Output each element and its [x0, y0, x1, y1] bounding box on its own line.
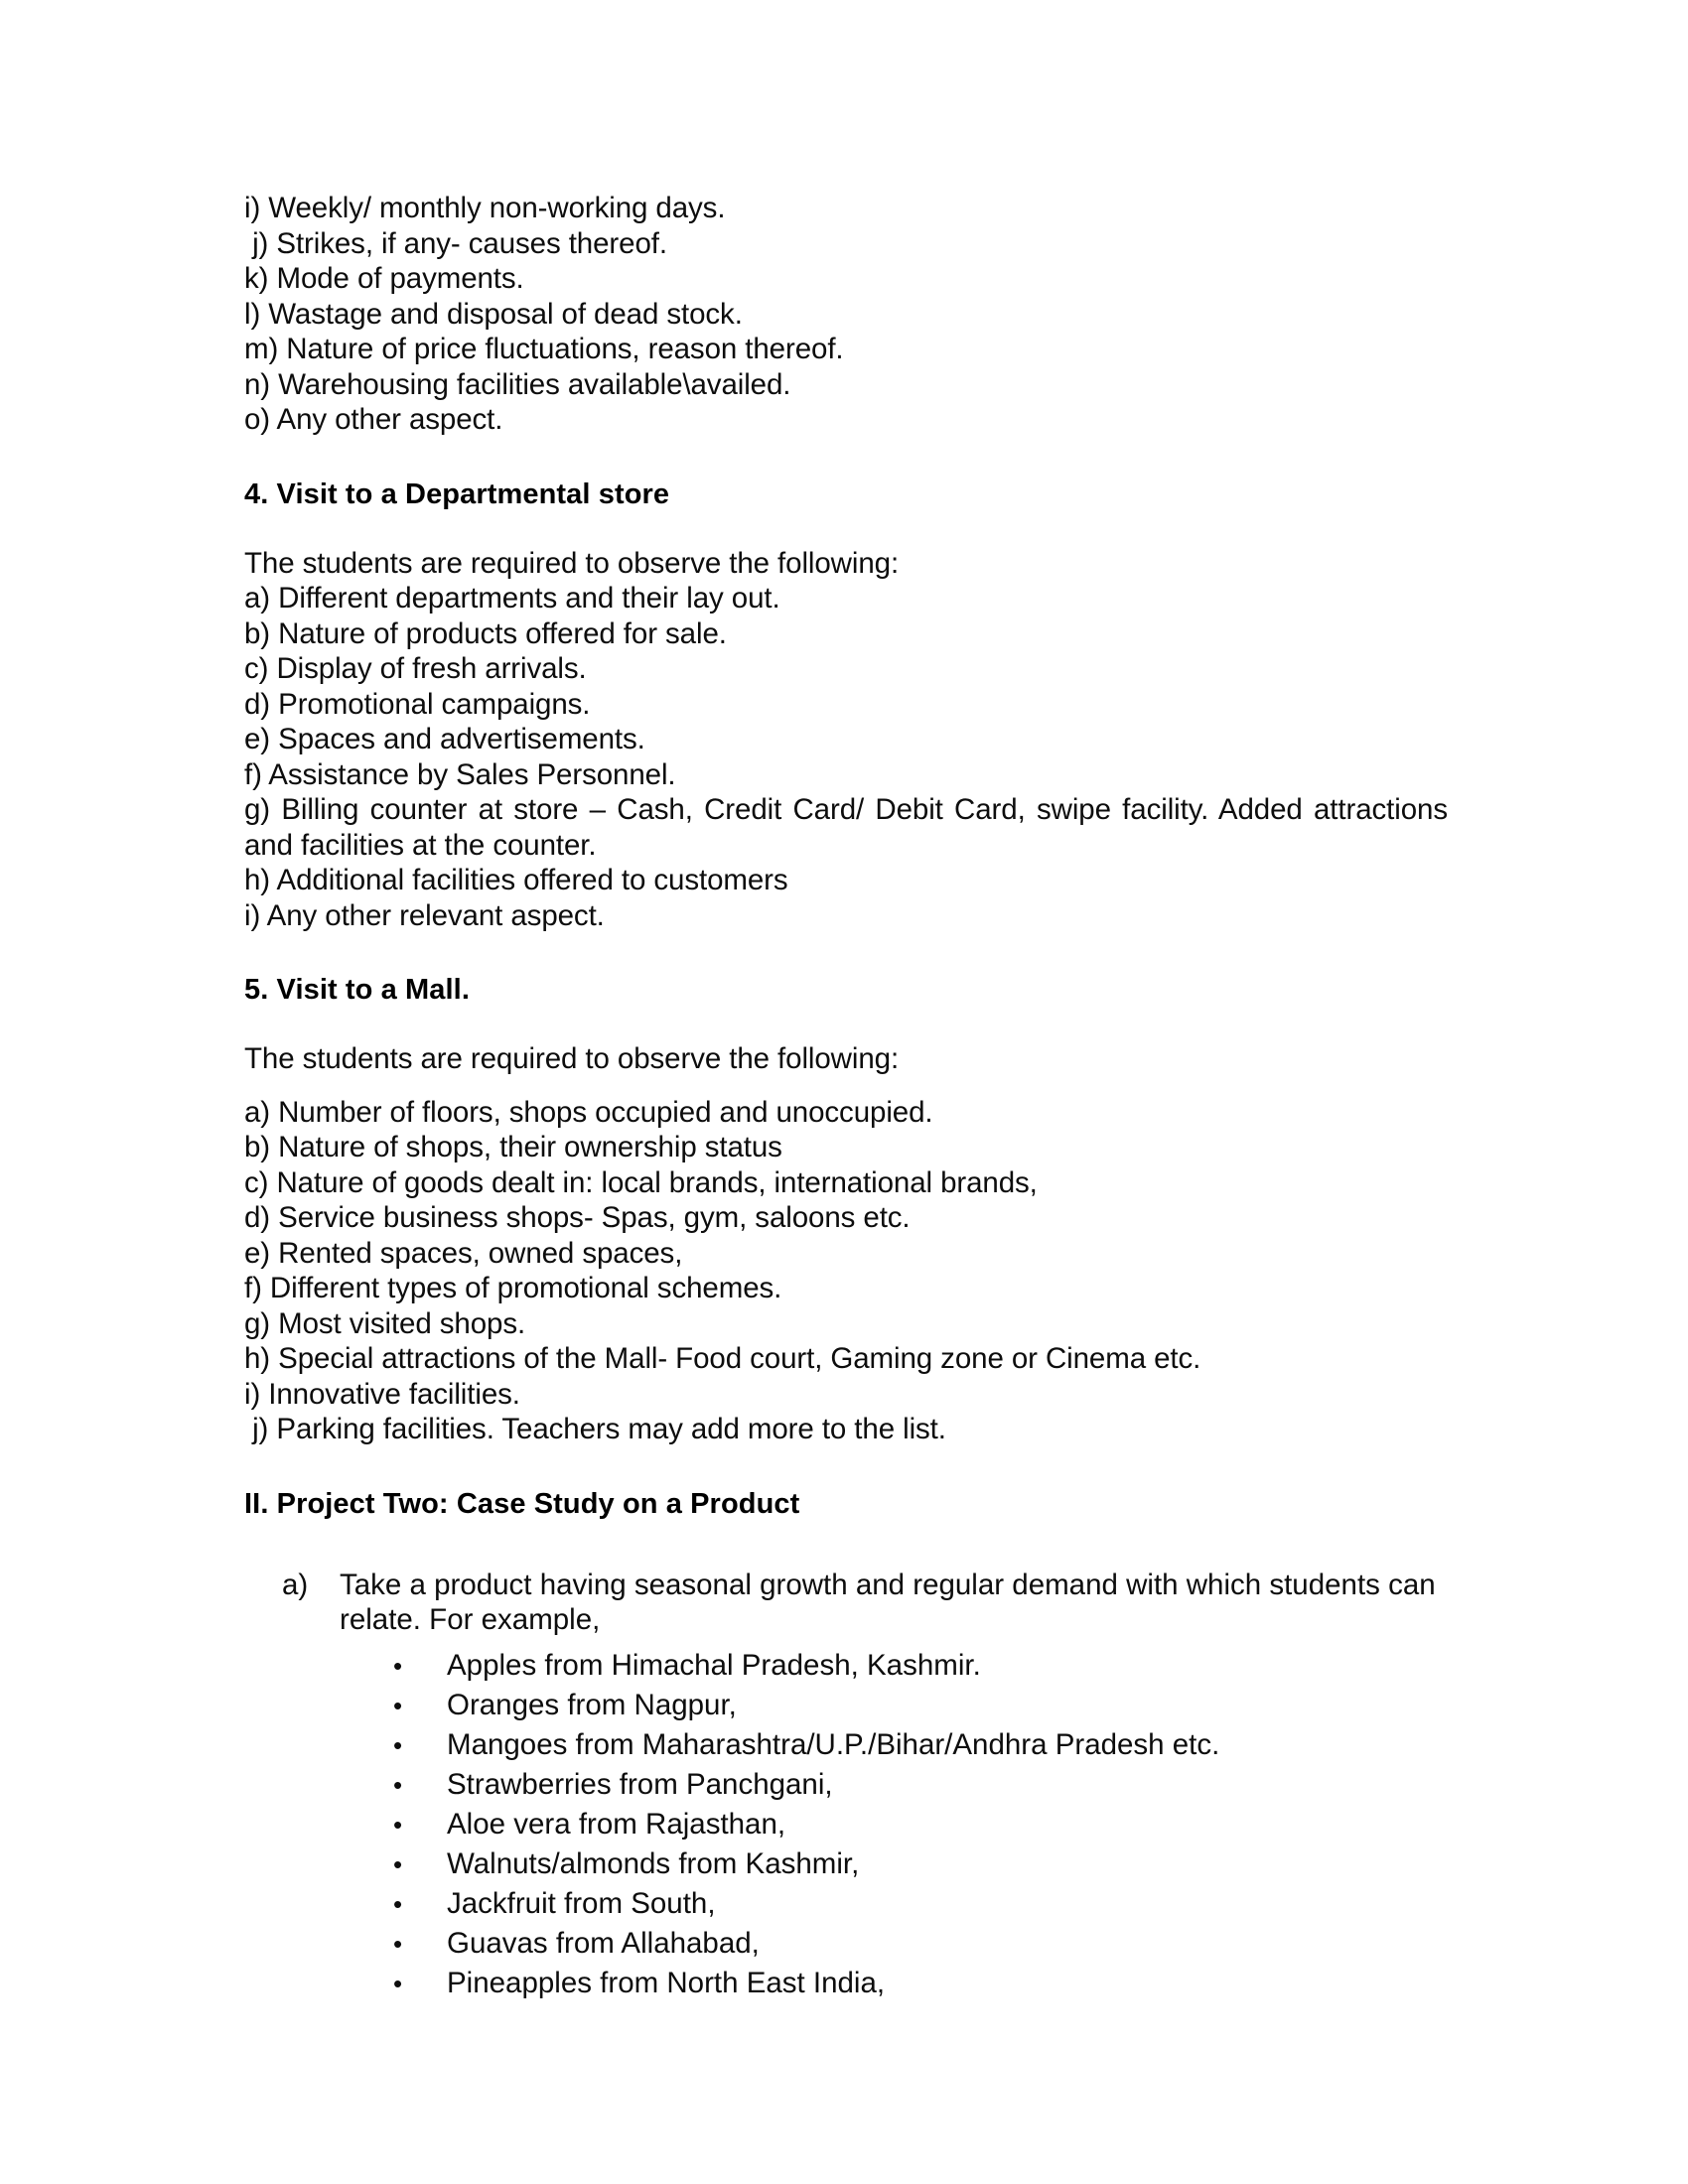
section-four-intro: The students are required to observe the following: — [244, 546, 900, 580]
list-item — [393, 1805, 1448, 1844]
spacer — [244, 438, 1448, 478]
list-item: h) Additional facilities offered to customers — [244, 864, 788, 896]
list-item: i) Innovative facilities. — [244, 1377, 520, 1411]
project-two-item-a — [282, 1568, 1448, 1638]
list-item — [393, 1884, 1448, 1924]
bullet-icon: • — [393, 1968, 403, 1998]
bullet-icon: • — [393, 1928, 403, 1959]
list-item — [393, 1964, 1448, 2003]
list-item: l) Wastage and disposal of dead stock. — [244, 297, 743, 331]
list-item: i) Any other relevant aspect. — [244, 898, 605, 932]
spacer — [244, 512, 1448, 546]
spacer — [244, 1008, 1448, 1041]
bullet-icon: • — [393, 1848, 403, 1879]
list-item: e) Spaces and advertisements. — [244, 723, 645, 755]
list-item: a) Number of floors, shops occupied and unoccupied. — [244, 1095, 933, 1129]
list-item: n) Warehousing facilities available\availed. — [244, 367, 791, 401]
list-item-text: Oranges from Nagpur, — [447, 1688, 737, 1721]
spacer — [244, 1447, 1448, 1487]
list-item: c) Display of fresh arrivals. — [244, 652, 587, 685]
list-item: m) Nature of price fluctuations, reason thereof. — [244, 333, 844, 365]
section-five-list — [244, 1095, 1448, 1447]
list-item: j) Parking facilities. Teachers may add more to the list. — [244, 1413, 946, 1445]
bullet-icon: • — [393, 1888, 403, 1919]
list-item-text: Mangoes from Maharashtra/U.P./Bihar/Andhra Pradesh etc. — [447, 1727, 1220, 1761]
list-marker: a) — [282, 1568, 309, 1601]
spacer — [244, 1077, 1448, 1095]
list-item — [393, 1844, 1448, 1884]
list-item: c) Nature of goods dealt in: local brands, international brands, — [244, 1165, 1038, 1199]
list-item: f) Different types of promotional schemes. — [244, 1272, 782, 1304]
list-item — [393, 1765, 1448, 1805]
bullet-icon: • — [393, 1769, 403, 1800]
list-item: o) Any other aspect. — [244, 403, 503, 436]
list-item-text: Aloe vera from Rajasthan, — [447, 1807, 786, 1841]
list-item-g: g) Billing counter at store – Cash, Credit Card/ Debit Card, swipe facility. Added attractions and facilities at the counter. — [244, 793, 1448, 862]
list-item — [393, 1924, 1448, 1964]
spacer — [244, 933, 1448, 973]
list-item: b) Nature of shops, their ownership status — [244, 1131, 782, 1163]
list-item-text: Apples from Himachal Pradesh, Kashmir. — [447, 1648, 981, 1682]
list-item: k) Mode of payments. — [244, 262, 524, 295]
list-item-text: Walnuts/almonds from Kashmir, — [447, 1846, 860, 1880]
list-item: g) Most visited shops. — [244, 1306, 526, 1340]
list-item: e) Rented spaces, owned spaces, — [244, 1236, 683, 1270]
list-item — [393, 1725, 1448, 1765]
list-item: a) Different departments and their lay out. — [244, 582, 780, 614]
page-content — [244, 191, 1448, 2003]
bullet-icon: • — [393, 1690, 403, 1720]
list-item — [393, 1646, 1448, 1686]
bullet-icon: • — [393, 1650, 403, 1681]
product-examples-list — [393, 1646, 1448, 2003]
list-item-text: Take a product having seasonal growth and regular demand with which students can relate. For example, — [340, 1568, 1436, 1636]
list-item-text: Jackfruit from South, — [447, 1886, 716, 1920]
section-four-heading: 4. Visit to a Departmental store — [244, 478, 670, 510]
section-five-intro: The students are required to observe the following: — [244, 1042, 900, 1075]
list-item: i) Weekly/ monthly non-working days. — [244, 192, 726, 224]
list-item: f) Assistance by Sales Personnel. — [244, 757, 676, 791]
spacer — [244, 1522, 1448, 1568]
list-item-text: Guavas from Allahabad, — [447, 1926, 760, 1960]
section-five-heading: 5. Visit to a Mall. — [244, 974, 470, 1006]
list-item: d) Promotional campaigns. — [244, 687, 591, 721]
section-three-tail-list — [244, 191, 1448, 438]
list-item: d) Service business shops- Spas, gym, saloons etc. — [244, 1201, 911, 1234]
list-item-text: Pineapples from North East India, — [447, 1966, 886, 1999]
project-two-heading: II. Project Two: Case Study on a Product — [244, 1487, 800, 1520]
bullet-icon: • — [393, 1729, 403, 1760]
list-item: h) Special attractions of the Mall- Food court, Gaming zone or Cinema etc. — [244, 1342, 1201, 1375]
list-item — [393, 1686, 1448, 1725]
list-item: b) Nature of products offered for sale. — [244, 616, 727, 650]
list-item: j) Strikes, if any- causes thereof. — [244, 226, 667, 260]
list-item-text: Strawberries from Panchgani, — [447, 1767, 833, 1801]
bullet-icon: • — [393, 1809, 403, 1840]
